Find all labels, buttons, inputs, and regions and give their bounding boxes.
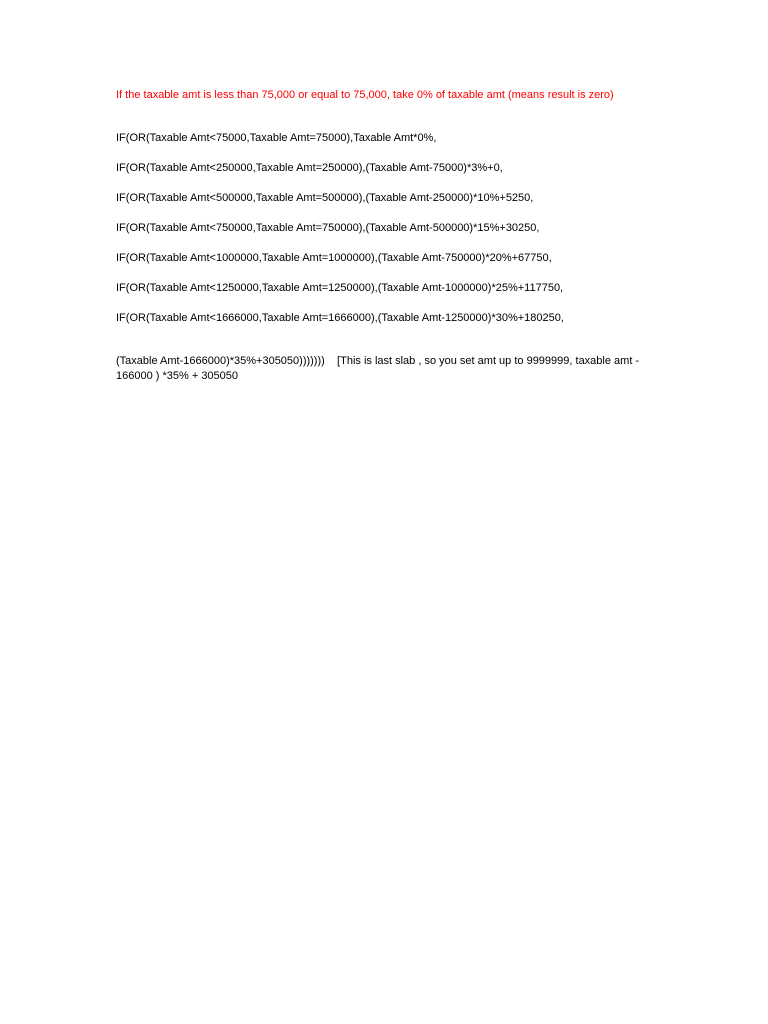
formula-line: IF(OR(Taxable Amt<750000,Taxable Amt=750000),(Taxable Amt-500000)*15%+30250, (116, 222, 540, 234)
last-slab-block (116, 354, 656, 384)
condition-note: If the taxable amt is less than 75,000 or equal to 75,000, take 0% of taxable amt (means result is zero) (116, 89, 614, 101)
formula-line: IF(OR(Taxable Amt<500000,Taxable Amt=500000),(Taxable Amt-250000)*10%+5250, (116, 192, 534, 204)
last-slab-comment: [This is last slab , so you set amt up to 9999999, taxable amt - 166000 ) *35% + 305050 (116, 355, 640, 382)
formula-line: IF(OR(Taxable Amt<1000000,Taxable Amt=1000000),(Taxable Amt-750000)*20%+67750, (116, 252, 552, 264)
formula-line: IF(OR(Taxable Amt<1666000,Taxable Amt=1666000),(Taxable Amt-1250000)*30%+180250, (116, 312, 564, 324)
last-formula: (Taxable Amt-1666000)*35%+305050))))))) (116, 355, 325, 367)
formula-line: IF(OR(Taxable Amt<1250000,Taxable Amt=1250000),(Taxable Amt-1000000)*25%+117750, (116, 282, 564, 294)
formula-line: IF(OR(Taxable Amt<250000,Taxable Amt=250000),(Taxable Amt-75000)*3%+0, (116, 162, 503, 174)
formula-line: IF(OR(Taxable Amt<75000,Taxable Amt=75000),Taxable Amt*0%, (116, 132, 437, 144)
